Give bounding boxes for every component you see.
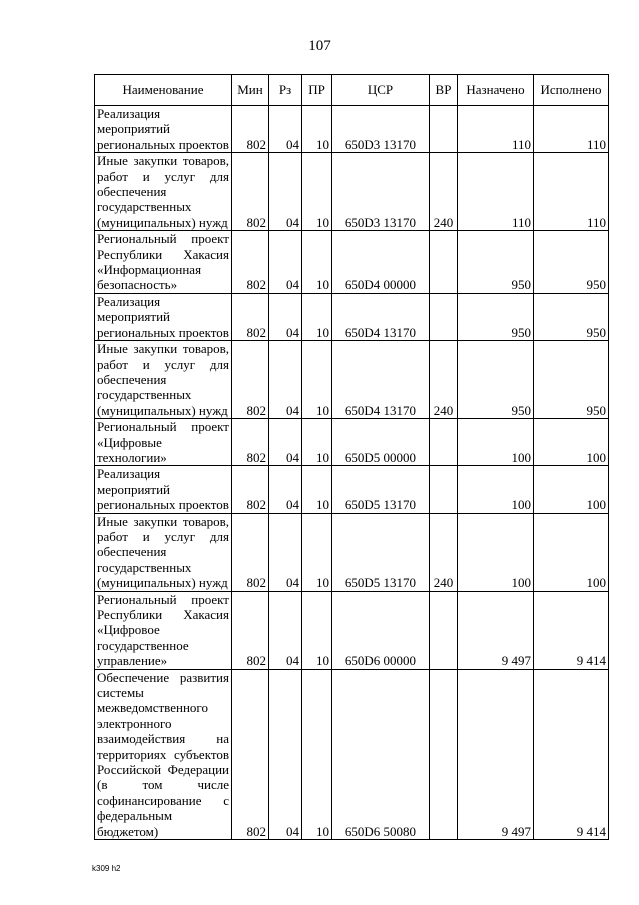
row-rz: 04 xyxy=(269,669,302,839)
row-assigned: 100 xyxy=(458,513,534,591)
row-vr xyxy=(430,231,458,294)
row-rz: 04 xyxy=(269,106,302,153)
row-assigned: 110 xyxy=(458,106,534,153)
table-row xyxy=(95,513,609,591)
row-csr: 650D5 13170 xyxy=(332,513,430,591)
row-assigned: 110 xyxy=(458,153,534,231)
row-csr: 650D5 00000 xyxy=(332,419,430,466)
row-min: 802 xyxy=(232,513,269,591)
table-row xyxy=(95,293,609,340)
row-vr: 240 xyxy=(430,153,458,231)
row-vr xyxy=(430,293,458,340)
row-executed: 9 414 xyxy=(534,669,609,839)
row-csr: 650D6 50080 xyxy=(332,669,430,839)
row-name: Обеспечение развития системы межведомственного электронного взаимодействия на территориях субъектов Российской Федерации (в том числе софинансирование с федеральным бюджетом) xyxy=(95,669,232,839)
row-rz: 04 xyxy=(269,419,302,466)
row-name: Региональный проект Республики Хакасия «Информационная безопасность» xyxy=(95,231,232,294)
row-assigned: 950 xyxy=(458,231,534,294)
row-pr: 10 xyxy=(302,293,332,340)
row-csr: 650D4 00000 xyxy=(332,231,430,294)
row-csr: 650D3 13170 xyxy=(332,153,430,231)
header-csr: ЦСР xyxy=(332,75,430,106)
table-row xyxy=(95,591,609,669)
row-assigned: 950 xyxy=(458,341,534,419)
row-executed: 950 xyxy=(534,231,609,294)
row-vr xyxy=(430,591,458,669)
row-executed: 100 xyxy=(534,419,609,466)
row-min: 802 xyxy=(232,466,269,513)
table-row xyxy=(95,231,609,294)
header-executed: Исполнено xyxy=(534,75,609,106)
row-name: Иные закупки товаров, работ и услуг для обеспечения государственных (муниципальных) нужд xyxy=(95,153,232,231)
row-name: Иные закупки товаров, работ и услуг для обеспечения государственных (муниципальных) нужд xyxy=(95,513,232,591)
table-row xyxy=(95,669,609,839)
row-min: 802 xyxy=(232,591,269,669)
row-min: 802 xyxy=(232,106,269,153)
header-pr: ПР xyxy=(302,75,332,106)
row-executed: 100 xyxy=(534,513,609,591)
row-executed: 9 414 xyxy=(534,591,609,669)
row-name: Региональный проект «Цифровые технологии» xyxy=(95,419,232,466)
budget-table xyxy=(94,74,609,840)
header-assigned: Назначено xyxy=(458,75,534,106)
row-pr: 10 xyxy=(302,513,332,591)
row-pr: 10 xyxy=(302,341,332,419)
row-executed: 110 xyxy=(534,153,609,231)
row-executed: 100 xyxy=(534,466,609,513)
row-executed: 950 xyxy=(534,293,609,340)
row-rz: 04 xyxy=(269,341,302,419)
header-min: Мин xyxy=(232,75,269,106)
row-vr xyxy=(430,419,458,466)
row-executed: 110 xyxy=(534,106,609,153)
table-row xyxy=(95,153,609,231)
row-rz: 04 xyxy=(269,513,302,591)
row-csr: 650D4 13170 xyxy=(332,293,430,340)
row-csr: 650D5 13170 xyxy=(332,466,430,513)
row-min: 802 xyxy=(232,153,269,231)
row-csr: 650D4 13170 xyxy=(332,341,430,419)
row-pr: 10 xyxy=(302,591,332,669)
row-assigned: 100 xyxy=(458,466,534,513)
table-row xyxy=(95,419,609,466)
table-row xyxy=(95,466,609,513)
row-min: 802 xyxy=(232,231,269,294)
row-pr: 10 xyxy=(302,669,332,839)
row-pr: 10 xyxy=(302,231,332,294)
row-pr: 10 xyxy=(302,106,332,153)
row-rz: 04 xyxy=(269,231,302,294)
row-pr: 10 xyxy=(302,466,332,513)
row-name: Реализация мероприятий региональных проектов xyxy=(95,466,232,513)
table-row xyxy=(95,341,609,419)
row-rz: 04 xyxy=(269,591,302,669)
header-name: Наименование xyxy=(95,75,232,106)
row-vr xyxy=(430,106,458,153)
row-assigned: 950 xyxy=(458,293,534,340)
row-pr: 10 xyxy=(302,153,332,231)
row-rz: 04 xyxy=(269,153,302,231)
row-name: Региональный проект Республики Хакасия «Цифровое государственное управление» xyxy=(95,591,232,669)
row-assigned: 100 xyxy=(458,419,534,466)
page-number: 107 xyxy=(308,38,331,54)
row-csr: 650D3 13170 xyxy=(332,106,430,153)
row-min: 802 xyxy=(232,293,269,340)
row-csr: 650D6 00000 xyxy=(332,591,430,669)
table-row xyxy=(95,106,609,153)
row-executed: 950 xyxy=(534,341,609,419)
row-name: Иные закупки товаров, работ и услуг для обеспечения государственных (муниципальных) нужд xyxy=(95,341,232,419)
row-rz: 04 xyxy=(269,293,302,340)
row-assigned: 9 497 xyxy=(458,669,534,839)
row-vr xyxy=(430,466,458,513)
header-vr: ВР xyxy=(430,75,458,106)
row-name: Реализация мероприятий региональных проектов xyxy=(95,293,232,340)
footer-code: k309 h2 xyxy=(92,864,121,873)
row-assigned: 9 497 xyxy=(458,591,534,669)
row-vr: 240 xyxy=(430,341,458,419)
row-rz: 04 xyxy=(269,466,302,513)
header-rz: Рз xyxy=(269,75,302,106)
table-header-row xyxy=(95,75,609,106)
row-min: 802 xyxy=(232,419,269,466)
row-pr: 10 xyxy=(302,419,332,466)
row-vr: 240 xyxy=(430,513,458,591)
row-min: 802 xyxy=(232,341,269,419)
row-min: 802 xyxy=(232,669,269,839)
row-vr xyxy=(430,669,458,839)
row-name: Реализация мероприятий региональных проектов xyxy=(95,106,232,153)
